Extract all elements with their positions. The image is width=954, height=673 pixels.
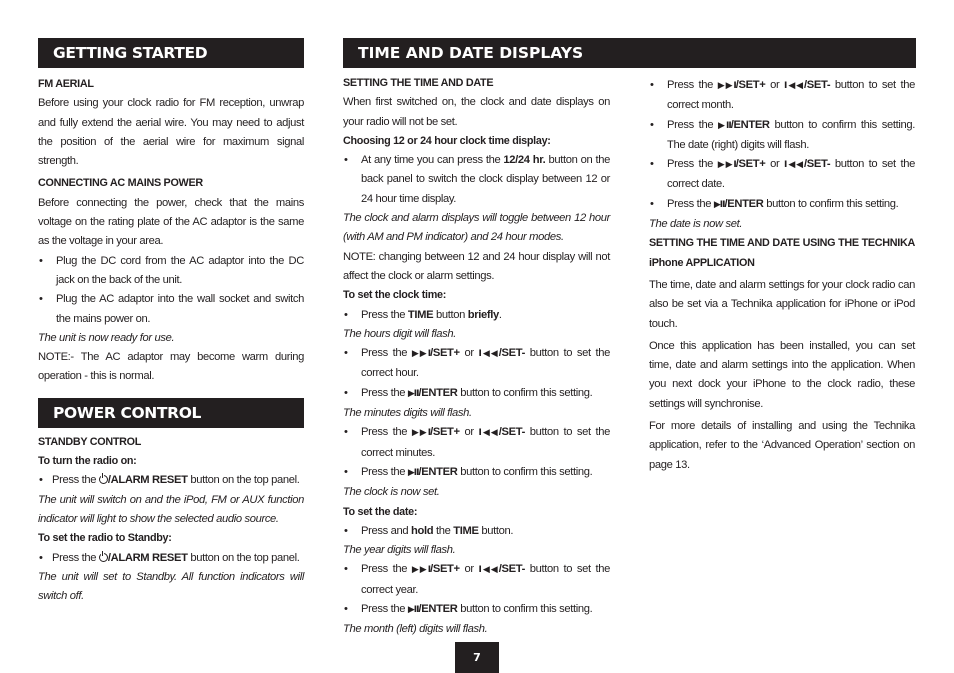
date-step-4: • Press the ▶▶I/SET+ or I◀◀/SET- button to set the correct month.	[649, 76, 915, 116]
year-flash: The year digits will flash.	[343, 544, 456, 557]
play-pause-icon: ▶II	[407, 388, 419, 399]
play-pause-icon: ▶II	[713, 199, 725, 210]
standby-result: The unit will set to Standby. All function indicators will switch off.	[38, 570, 304, 603]
bullet-icon: •	[39, 293, 43, 306]
bullet-icon: •	[39, 474, 43, 487]
bullet-icon: •	[344, 465, 348, 478]
choose-step: • At any time you can press the 12/24 hr. button on the back panel to switch the clock display between 12 or 24 hour time display.	[343, 151, 610, 209]
date-step-2: • Press the ▶▶I/SET+ or I◀◀/SET- button to set the correct year.	[343, 560, 610, 600]
ac-power-text: Before connecting the power, check that the mains voltage on the rating plate of the AC adaptor is the same as the voltage in your area.	[38, 196, 304, 248]
turn-on-heading: To turn the radio on:	[38, 455, 137, 468]
play-pause-icon: ▶II	[407, 467, 419, 478]
date-step-5: • Press the ▶II/ENTER button to confirm this setting. The date (right) digits will flash.	[649, 116, 915, 156]
technika-para-2: Once this application has been installed, you can set time, date and alarm settings into the application. When you next dock your iPhone to the clock radio, these settings will synchronise.	[649, 339, 915, 410]
bullet-icon: •	[650, 118, 654, 131]
bullet-icon: •	[344, 308, 348, 321]
time-date-banner: TIME AND DATE DISPLAYS	[343, 38, 916, 68]
date-set-text: The date is now set.	[649, 218, 743, 231]
next-icon: ▶▶I	[717, 81, 736, 91]
set-date-heading: To set the date:	[343, 505, 418, 518]
bullet-icon: •	[39, 551, 43, 564]
page-number: 7	[455, 642, 499, 673]
play-pause-icon: ▶II	[718, 120, 731, 131]
prev-icon: I◀◀	[478, 349, 499, 360]
month-flash: The month (left) digits will flash.	[343, 623, 488, 636]
clock-step-4: • Press the ▶▶I/SET+ or I◀◀/SET- button to set the correct minutes.	[343, 423, 610, 463]
bullet-icon: •	[344, 347, 348, 360]
ac-bullet-1: • Plug the DC cord from the AC adaptor into the DC jack on the back of the unit.	[38, 252, 304, 291]
getting-started-banner: GETTING STARTED	[38, 38, 304, 68]
date-step-1: • Press and hold the TIME button.	[343, 522, 610, 541]
setting-time-heading: SETTING THE TIME AND DATE	[343, 77, 494, 89]
fm-aerial-heading: FM AERIAL	[38, 78, 94, 90]
bullet-icon: •	[39, 254, 43, 267]
format-note: NOTE: changing between 12 and 24 hour display will not affect the clock or alarm settings.	[343, 250, 610, 282]
next-icon: ▶▶I	[411, 349, 431, 360]
bullet-icon: •	[344, 154, 348, 167]
column-right	[649, 76, 915, 475]
prev-icon: I◀◀	[478, 428, 499, 439]
prev-icon: I◀◀	[784, 160, 805, 171]
hours-flash: The hours digit will flash.	[343, 327, 457, 340]
standby-set-heading: To set the radio to Standby:	[38, 532, 172, 545]
play-pause-icon: ▶II	[407, 605, 419, 616]
clock-step-2: • Press the ▶▶I/SET+ or I◀◀/SET- button to set the correct hour.	[343, 344, 610, 384]
bullet-icon: •	[344, 563, 348, 576]
standby-heading: STANDBY CONTROL	[38, 435, 142, 448]
choosing-heading: Choosing 12 or 24 hour clock time display:	[343, 134, 551, 147]
set-clock-heading: To set the clock time:	[343, 289, 446, 302]
intro-text: When first switched on, the clock and date displays on your radio will not be set.	[343, 96, 610, 128]
turn-on-step: • Press the /ALARM RESET button on the top panel.	[38, 471, 304, 490]
column-left	[38, 38, 304, 606]
next-icon: ▶▶I	[717, 160, 736, 171]
prev-icon: I◀◀	[784, 81, 805, 91]
ready-text: The unit is now ready for use.	[38, 331, 175, 344]
bullet-icon: •	[650, 79, 654, 91]
bullet-icon: •	[344, 603, 348, 616]
prev-icon: I◀◀	[478, 565, 499, 576]
clock-set-text: The clock is now set.	[343, 486, 440, 499]
bullet-icon: •	[344, 386, 348, 399]
minutes-flash: The minutes digits will flash.	[343, 407, 472, 420]
next-icon: ▶▶I	[411, 428, 431, 439]
power-icon	[99, 475, 108, 484]
date-step-7: • Press the ▶II/ENTER button to confirm this setting.	[649, 195, 915, 215]
technika-para-3: For more details of installing and using the Technika application, refer to the ‘Advanced Operation’ section on page 13.	[649, 420, 915, 471]
date-step-6: • Press the ▶▶I/SET+ or I◀◀/SET- button to set the correct date.	[649, 155, 915, 195]
ac-power-heading: CONNECTING AC MAINS POWER	[38, 177, 203, 190]
clock-step-1: • Press the TIME button briefly.	[343, 306, 610, 325]
power-icon	[99, 553, 108, 562]
bullet-icon: •	[344, 426, 348, 439]
next-icon: ▶▶I	[411, 565, 431, 576]
date-step-3: • Press the ▶II/ENTER button to confirm this setting.	[343, 600, 610, 620]
standby-step: • Press the /ALARM RESET button on the top panel.	[38, 549, 304, 568]
technika-para-1: The time, date and alarm settings for your clock radio can also be set via a Technika application for iPhone or iPod touch.	[649, 278, 915, 330]
clock-step-5: • Press the ▶II/ENTER button to confirm this setting.	[343, 463, 610, 483]
turn-on-result: The unit will switch on and the iPod, FM or AUX function indicator will light to show the selected audio source.	[38, 493, 304, 525]
bullet-icon: •	[650, 197, 654, 210]
toggle-note: The clock and alarm displays will toggle between 12 hour (with AM and PM indicator) and 24 hour modes.	[343, 212, 610, 244]
bullet-icon: •	[650, 158, 654, 171]
ac-bullet-2: • Plug the AC adaptor into the wall socket and switch the mains power on.	[38, 290, 304, 329]
technika-heading: SETTING THE TIME AND DATE USING THE TECHNIKA iPhone APPLICATION	[649, 237, 915, 269]
bullet-icon: •	[344, 524, 348, 537]
column-middle	[343, 74, 610, 640]
fm-aerial-text: Before using your clock radio for FM reception, unwrap and fully extend the aerial wire. You may need to adjust the position of the aerial wire for maximum signal strength.	[38, 97, 304, 168]
clock-step-3: • Press the ▶II/ENTER button to confirm this setting.	[343, 384, 610, 404]
power-control-banner: POWER CONTROL	[38, 398, 304, 428]
warm-note: NOTE:- The AC adaptor may become warm during operation - this is normal.	[38, 351, 304, 383]
